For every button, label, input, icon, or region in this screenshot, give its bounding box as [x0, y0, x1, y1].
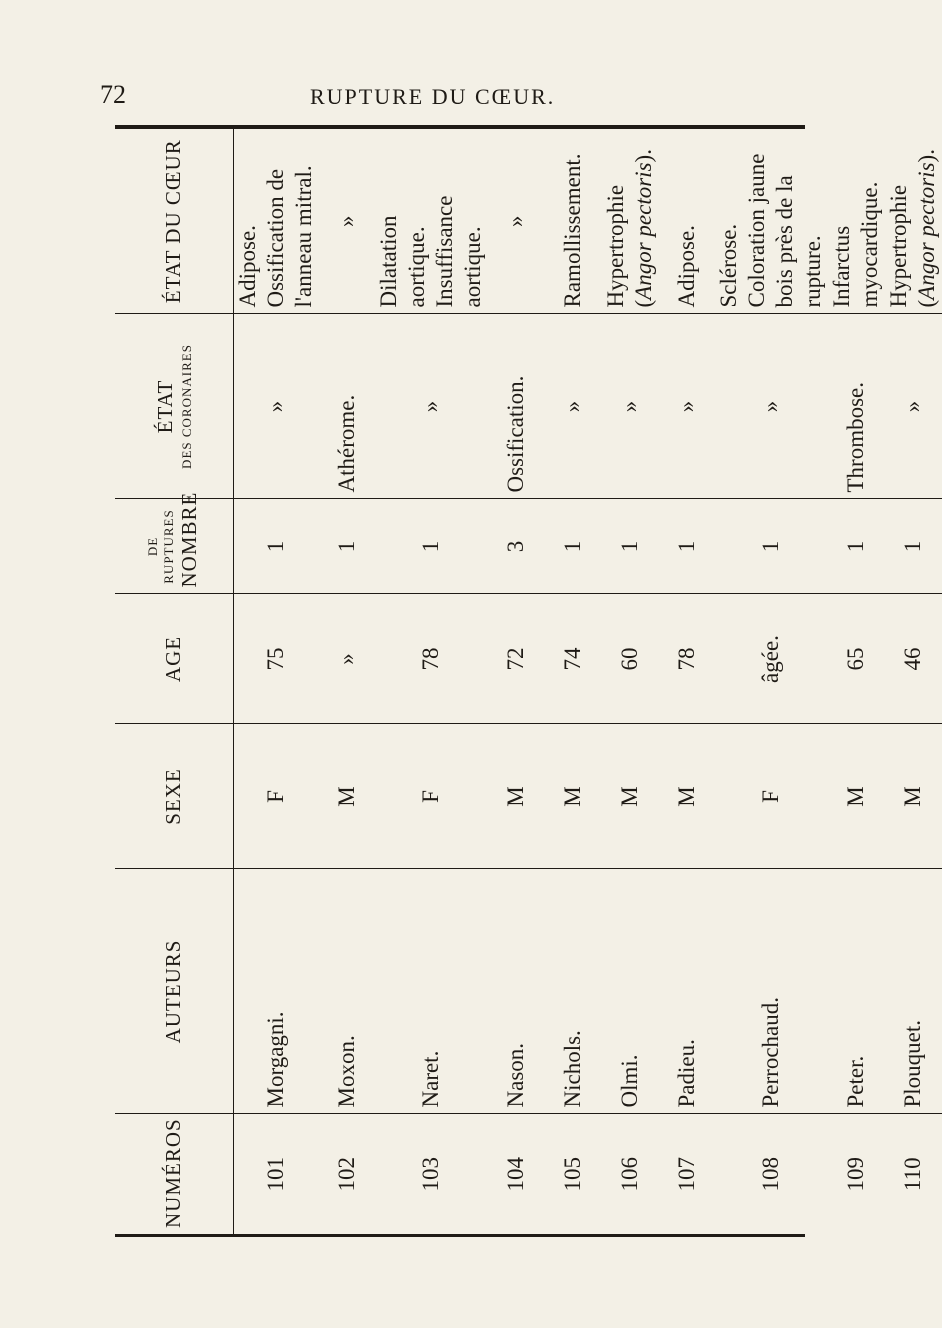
cell-age: 74 [544, 594, 601, 724]
header-etat-coeur: ÉTAT DU CŒUR [115, 129, 234, 314]
cell-numero: 103 [418, 1157, 444, 1192]
header-numeros: NUMÉROS [115, 1114, 234, 1234]
cell-etat-coeur: Adipose. Ossification de l'anneau mitral. [234, 129, 319, 314]
cell-etat-coronaires: Athérome. [318, 314, 375, 499]
cell-age: 78 [375, 594, 487, 724]
page-header [0, 0, 800, 109]
header-etat-coronaires-sub: DES CORONAIRES [178, 344, 194, 469]
cell-etat-coronaires: » [715, 314, 827, 499]
table-row [828, 129, 885, 1234]
cell-etat-coeur: » [318, 129, 375, 314]
cell-etat-coronaires: » [544, 314, 601, 499]
cell-sexe: F [715, 724, 827, 869]
cell-sexe: M [544, 724, 601, 869]
cell-etat-coeur: Dilatation aortique. Insuffisance aortique. [375, 129, 487, 314]
cell-auteur: Naret. [375, 869, 487, 1114]
cell-age: 75 [234, 594, 319, 724]
cell-auteur: Moxon. [318, 869, 375, 1114]
cell-nombre-ruptures: 1 [715, 499, 827, 594]
cell-age: 46 [885, 594, 942, 724]
cell-etat-coronaires: » [601, 314, 658, 499]
cell-etat-coeur: Sclérose. Coloration jaune bois près de la rupture. [715, 129, 827, 314]
etat-coeur-italic: Angor pectoris [630, 162, 656, 300]
cell-age: 78 [658, 594, 715, 724]
cell-nombre-ruptures: 1 [828, 499, 885, 594]
cell-etat-coeur [601, 129, 658, 314]
cell-numero: 101 [263, 1157, 289, 1192]
cell-etat-coeur: Adipose. [658, 129, 715, 314]
page-number: 72 [100, 80, 126, 109]
header-etat-coronaires [115, 314, 234, 499]
cell-sexe: F [375, 724, 487, 869]
cell-etat-coronaires: » [885, 314, 942, 499]
cell-numero: 102 [333, 1157, 359, 1192]
cell-sexe: M [885, 724, 942, 869]
cell-nombre-ruptures: 1 [601, 499, 658, 594]
running-title: RUPTURE DU CŒUR. [310, 84, 556, 109]
cell-age: âgée. [715, 594, 827, 724]
cell-numero: 105 [559, 1157, 585, 1192]
cell-numero: 107 [673, 1157, 699, 1192]
header-nombre-ruptures-sub: DE RUPTURES [145, 509, 177, 584]
table-row [375, 129, 487, 1234]
table-header-row [115, 129, 234, 1234]
cell-auteur: Olmi. [601, 869, 658, 1114]
header-nombre-ruptures [115, 491, 234, 594]
cell-numero: 108 [758, 1157, 784, 1192]
cell-auteur: Nason. [487, 869, 544, 1114]
cell-nombre-ruptures: 1 [658, 499, 715, 594]
cell-nombre-ruptures: 1 [234, 499, 319, 594]
cell-etat-coeur: » [487, 129, 544, 314]
header-sexe: SEXE [115, 724, 234, 869]
cell-etat-coronaires: » [375, 314, 487, 499]
cell-age: 60 [601, 594, 658, 724]
cases-table-frame [115, 125, 940, 1237]
cell-age: 72 [487, 594, 544, 724]
cell-auteur: Padieu. [658, 869, 715, 1114]
table-row [544, 129, 601, 1234]
cell-numero: 104 [502, 1157, 528, 1192]
cell-sexe: M [318, 724, 375, 869]
table-row [658, 129, 715, 1234]
cell-sexe: M [487, 724, 544, 869]
etat-coeur-text: Hypertrophie ( [602, 184, 656, 308]
cell-etat-coeur: Ramollissement. [544, 129, 601, 314]
cell-age: 65 [828, 594, 885, 724]
cell-nombre-ruptures: 1 [885, 499, 942, 594]
cell-etat-coeur [885, 129, 942, 314]
cell-sexe: M [828, 724, 885, 869]
table-body [234, 129, 942, 1234]
etat-coeur-text: ). [914, 149, 940, 163]
table-row [715, 129, 827, 1234]
cases-table [115, 129, 942, 1234]
cell-auteur: Morgagni. [234, 869, 319, 1114]
rotated-table-container [115, 129, 940, 1234]
cell-nombre-ruptures: 1 [318, 499, 375, 594]
cell-sexe: F [234, 724, 319, 869]
table-row [318, 129, 375, 1234]
cell-auteur: Plouquet. [885, 869, 942, 1114]
header-age: AGE [115, 594, 234, 724]
cell-nombre-ruptures: 3 [487, 499, 544, 594]
cell-sexe: M [658, 724, 715, 869]
etat-coeur-text: Hypertrophie ( [885, 184, 940, 308]
table-row [487, 129, 544, 1234]
cell-etat-coeur: Infarctus myocardique. [828, 129, 885, 314]
header-nombre-ruptures-main: NOMBRE [177, 491, 202, 588]
cell-numero: 110 [899, 1157, 925, 1192]
etat-coeur-text: ). [630, 149, 656, 163]
cell-etat-coronaires: Thrombose. [828, 314, 885, 499]
header-etat-coronaires-main: ÉTAT [153, 379, 178, 434]
table-row [885, 129, 942, 1234]
cell-auteur: Perrochaud. [715, 869, 827, 1114]
cell-age: » [318, 594, 375, 724]
cell-auteur: Nichols. [544, 869, 601, 1114]
cell-nombre-ruptures: 1 [544, 499, 601, 594]
cell-etat-coronaires: Ossification. [487, 314, 544, 499]
etat-coeur-italic: Angor pectoris [914, 162, 940, 300]
table-row [601, 129, 658, 1234]
cell-numero: 106 [616, 1157, 642, 1192]
cell-auteur: Peter. [828, 869, 885, 1114]
cell-nombre-ruptures: 1 [375, 499, 487, 594]
cell-etat-coronaires: » [658, 314, 715, 499]
cell-etat-coronaires: » [234, 314, 319, 499]
table-row [234, 129, 319, 1234]
cell-numero: 109 [842, 1157, 868, 1192]
header-auteurs: AUTEURS [115, 869, 234, 1114]
cell-sexe: M [601, 724, 658, 869]
